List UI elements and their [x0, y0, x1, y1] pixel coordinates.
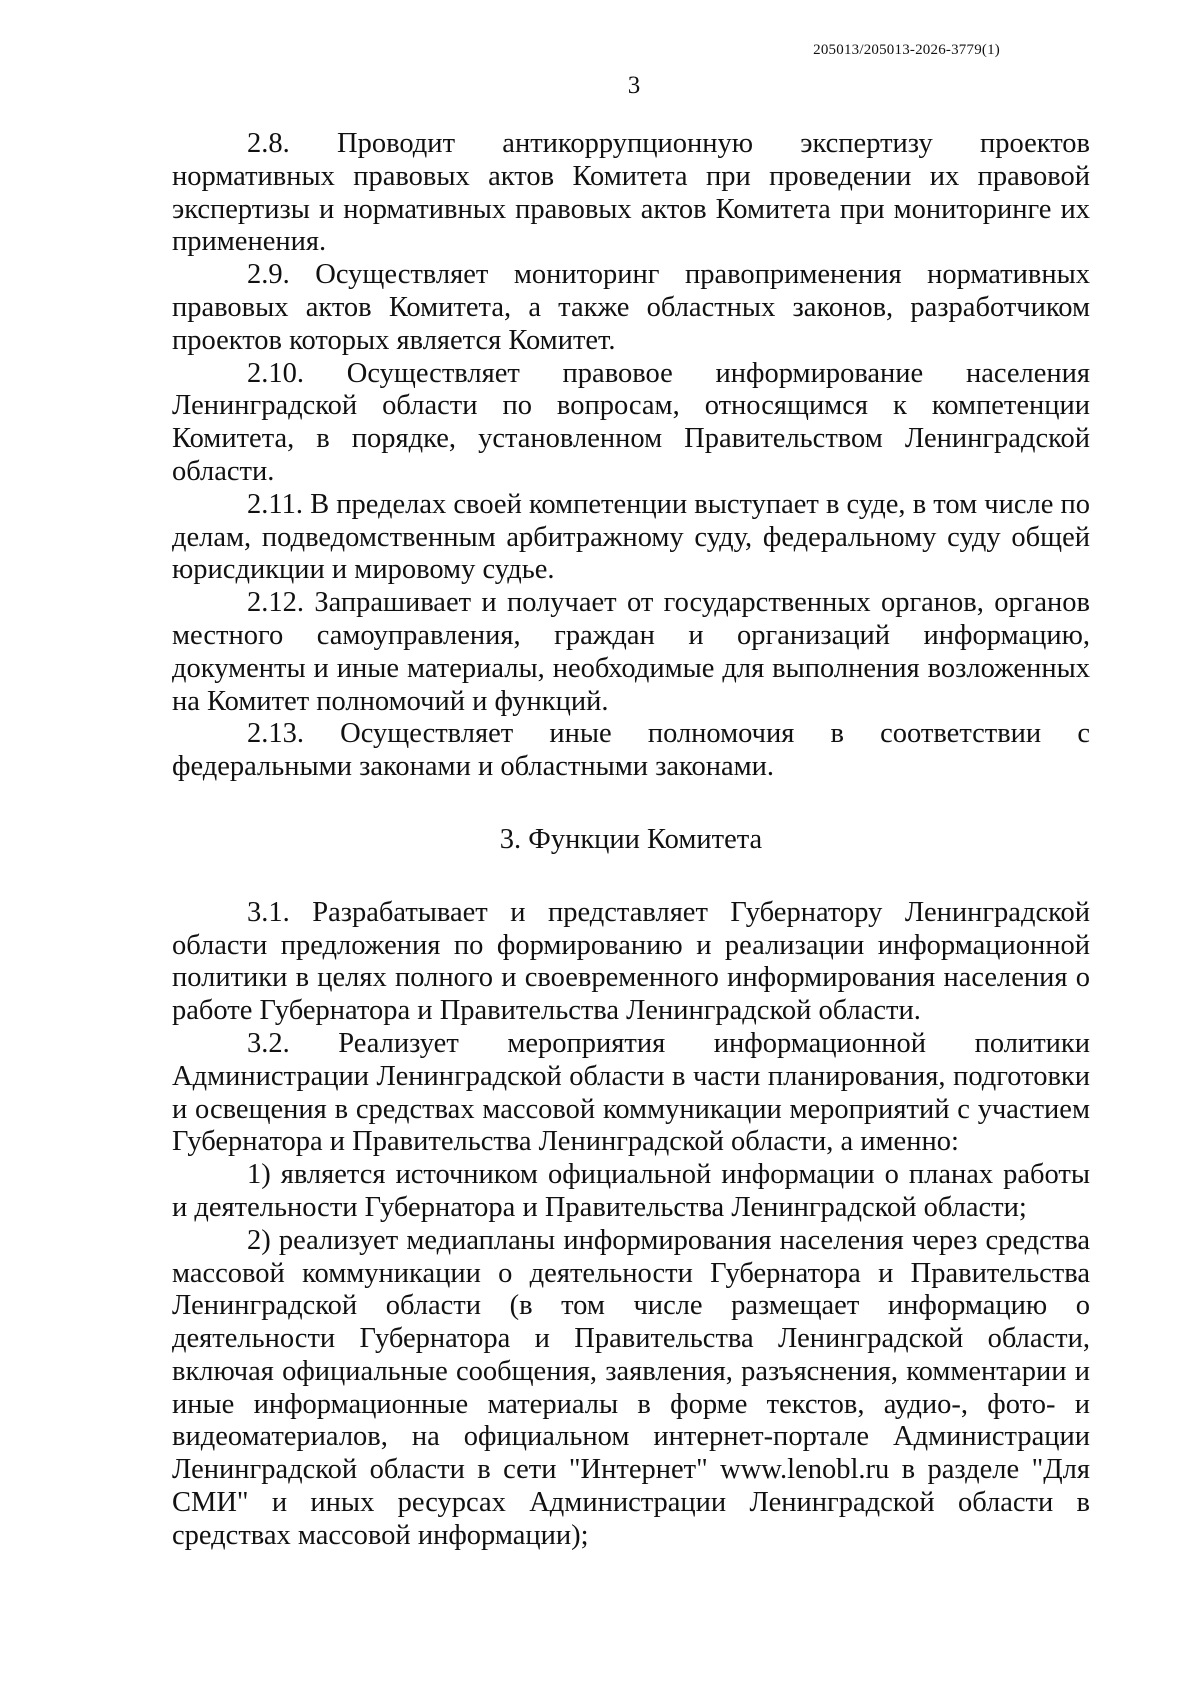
paragraph-2-11: 2.11. В пределах своей компетенции выступает в суде, в том числе по делам, подведомственным арбитражному суду, федеральному суду общей юрисдикции и мировому судье. — [172, 488, 1090, 586]
paragraph-3-1: 3.1. Разрабатывает и представляет Губернатору Ленинградской области предложения по формированию и реализации информационной политики в целях полного и своевременного информирования населения о работе Губернатора и Правительства Ленинградской области. — [172, 896, 1090, 1027]
list-item-1: 1) является источником официальной информации о планах работы и деятельности Губернатора и Правительства Ленинградской области; — [172, 1159, 1090, 1223]
paragraph-2-12: 2.12. Запрашивает и получает от государственных органов, органов местного самоуправления, граждан и организаций информацию, документы и иные материалы, необходимые для выполнения возложенных на Комитет полномочий и функций. — [172, 587, 1090, 717]
list-item-2: 2) реализует медиапланы информирования населения через средства массовой коммуникации о деятельности Губернатора и Правительства Ленинградской области (в том числе размещает информацию о деятельности Губернатора и Правительства Ленинградской области, включая официальные сообщения, заявления, разъяснения, комментарии и иные информационные материалы в форме текстов, аудио-, фото- и видеоматериалов, на официальном интернет-портале Администрации Ленинградской области в сети "Интернет" www.lenobl.ru в разделе "Для СМИ" и иных ресурсах Администрации Ленинградской области в средствах массовой информации); — [172, 1224, 1090, 1551]
paragraph-3-2: 3.2. Реализует мероприятия информационной политики Администрации Ленинградской области в части планирования, подготовки и освещения в средствах массовой коммуникации мероприятий с участием Губернатора и Правительства Ленинградской области, а именно: — [172, 1027, 1090, 1158]
document-number: 205013/205013-2026-3779(1) — [813, 42, 1000, 58]
section-title: 3. Функции Комитета — [499, 823, 763, 855]
document-body — [172, 128, 1090, 1553]
paragraph-2-9: 2.9. Осуществляет мониторинг правоприменения нормативных правовых актов Комитета, а также областных законов, разработчиком проектов которых является Комитет. — [172, 259, 1090, 356]
paragraph-2-13: 2.13. Осуществляет иные полномочия в соответствии с федеральными законами и областными законами. — [172, 718, 1090, 783]
paragraph-2-8: 2.8. Проводит антикоррупционную экспертизу проектов нормативных правовых актов Комитета при проведении их правовой экспертизы и нормативных правовых актов Комитета при мониторинге их применения. — [172, 128, 1090, 258]
page-number: 3 — [627, 72, 641, 99]
paragraph-2-10: 2.10. Осуществляет правовое информирование населения Ленинградской области по вопросам, относящимся к компетенции Комитета, в порядке, установленном Правительством Ленинградской области. — [172, 357, 1090, 487]
